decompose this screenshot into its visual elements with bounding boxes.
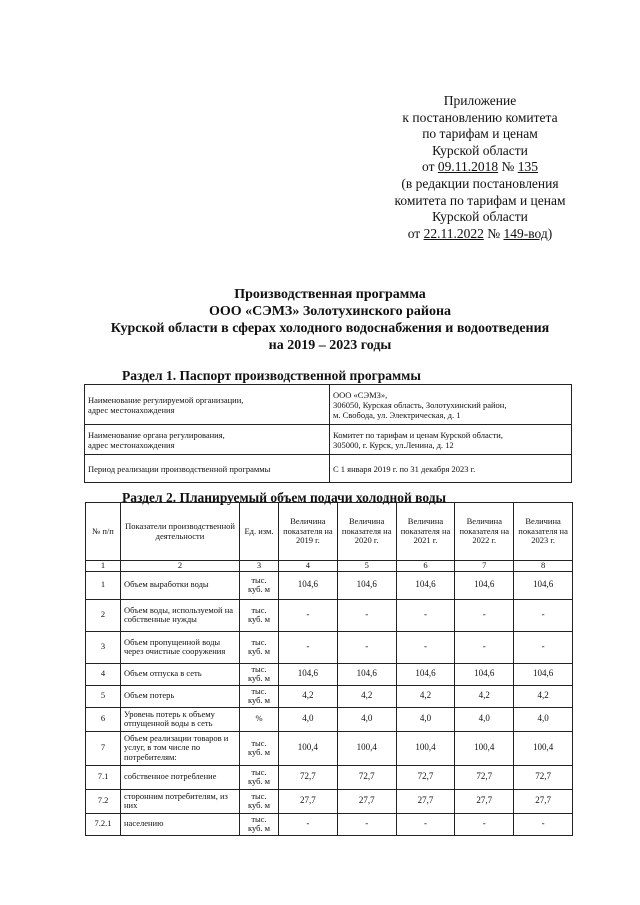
appendix-line: по тарифам и ценам	[422, 126, 538, 142]
row-value: -	[514, 813, 573, 835]
row-indicator: Объем выработки воды	[121, 571, 240, 599]
row-number: 7.1	[86, 765, 121, 789]
header-indicators: Показатели производственной деятельности	[121, 503, 240, 561]
column-number: 1	[86, 561, 121, 572]
appendix-line: Курской области	[432, 142, 528, 158]
row-value: 72,7	[455, 765, 514, 789]
row-value: 4,0	[279, 707, 338, 731]
label-text: Период реализации производственной программы	[88, 463, 271, 474]
appendix-text: от	[422, 159, 438, 175]
row-value: 104,6	[279, 571, 338, 599]
header-year: Величина показателя на 2022 г.	[455, 503, 514, 561]
row-number: 7.2.1	[86, 813, 121, 835]
row-value: 27,7	[337, 789, 396, 813]
label-text: адрес местонахождения	[88, 439, 175, 450]
appendix-number: 149-вод	[503, 225, 548, 241]
row-value: 27,7	[455, 789, 514, 813]
appendix-date: 22.11.2022	[423, 225, 484, 241]
row-indicator: Объем воды, используемой на собственные нужды	[121, 599, 240, 631]
row-number: 7	[86, 731, 121, 765]
row-value: 4,2	[514, 685, 573, 707]
row-value: 104,6	[337, 663, 396, 685]
row-unit: тыс. куб. м	[240, 765, 279, 789]
value-text: Комитет по тарифам и ценам Курской области,	[333, 429, 503, 440]
appendix-number: 135	[517, 159, 538, 175]
row-value: -	[337, 631, 396, 663]
row-value: 100,4	[279, 731, 338, 765]
passport-label	[85, 425, 330, 455]
header-row	[86, 503, 573, 561]
table-row	[86, 571, 573, 599]
row-value: 72,7	[396, 765, 455, 789]
label-text: Наименование органа регулирования,	[88, 429, 225, 440]
row-unit: тыс. куб. м	[240, 571, 279, 599]
column-number: 5	[337, 561, 396, 572]
title-line: на 2019 – 2023 годы	[268, 338, 392, 353]
header-unit: Ед. изм.	[240, 503, 279, 561]
section2-heading: Раздел 2. Планируемый объем подачи холодной воды	[122, 490, 447, 505]
appendix-date-line	[360, 226, 600, 243]
column-number: 8	[514, 561, 573, 572]
row-number: 1	[86, 571, 121, 599]
row-value: 100,4	[455, 731, 514, 765]
row-value: 72,7	[337, 765, 396, 789]
row-value: 27,7	[396, 789, 455, 813]
row-indicator: сторонним потребителям, из них	[121, 789, 240, 813]
column-number-row	[86, 561, 573, 572]
passport-value	[330, 455, 572, 483]
value-text: м. Свобода, ул. Электрическая, д. 1	[333, 409, 461, 420]
volume-body	[86, 571, 573, 835]
row-value: 4,2	[455, 685, 514, 707]
row-value: 4,0	[337, 707, 396, 731]
value-text: ООО «СЭМЗ»,	[333, 389, 388, 400]
appendix-date-line	[360, 159, 600, 176]
row-value: -	[279, 813, 338, 835]
appendix-line: комитета по тарифам и ценам	[394, 192, 566, 208]
column-number: 4	[279, 561, 338, 572]
header-num: № п/п	[86, 503, 121, 561]
header-year: Величина показателя на 2021 г.	[396, 503, 455, 561]
table-row	[86, 663, 573, 685]
row-unit: тыс. куб. м	[240, 813, 279, 835]
table-row	[86, 765, 573, 789]
row-unit: %	[240, 707, 279, 731]
row-indicator: Объем отпуска в сеть	[121, 663, 240, 685]
row-value: 104,6	[279, 663, 338, 685]
row-value: 72,7	[514, 765, 573, 789]
row-value: 104,6	[396, 663, 455, 685]
passport-value	[330, 425, 572, 455]
label-text: адрес местонахождения	[88, 404, 175, 415]
row-unit: тыс. куб. м	[240, 663, 279, 685]
title-line: Производственная программа	[234, 287, 426, 302]
row-indicator: собственное потребление	[121, 765, 240, 789]
row-indicator: Уровень потерь к объему отпущенной воды в сеть	[121, 707, 240, 731]
row-value: 4,2	[279, 685, 338, 707]
label-text: Наименование регулируемой организации,	[88, 394, 244, 405]
section1-heading: Раздел 1. Паспорт производственной программы	[122, 368, 421, 383]
row-value: -	[514, 631, 573, 663]
row-value: 104,6	[455, 663, 514, 685]
row-value: 104,6	[514, 663, 573, 685]
table-row	[86, 813, 573, 835]
row-value: 4,0	[514, 707, 573, 731]
header-year: Величина показателя на 2019 г.	[279, 503, 338, 561]
passport-row	[85, 425, 572, 455]
appendix-text: №	[483, 225, 504, 241]
passport-value	[330, 385, 572, 425]
table-row	[86, 599, 573, 631]
row-value: -	[337, 599, 396, 631]
appendix-date: 09.11.2018	[437, 159, 499, 175]
row-number: 3	[86, 631, 121, 663]
appendix-text: от	[407, 225, 424, 241]
row-value: -	[455, 599, 514, 631]
row-value: -	[514, 599, 573, 631]
header-year: Величина показателя на 2023 г.	[514, 503, 573, 561]
row-value: -	[279, 631, 338, 663]
row-value: 100,4	[337, 731, 396, 765]
table-row	[86, 707, 573, 731]
row-indicator: Объем пропущенной воды через очистные сооружения	[121, 631, 240, 663]
row-indicator: Объем потерь	[121, 685, 240, 707]
row-unit: тыс. куб. м	[240, 789, 279, 813]
passport-row	[85, 385, 572, 425]
table-row	[86, 631, 573, 663]
table-row	[86, 789, 573, 813]
row-value: -	[455, 813, 514, 835]
header-year: Величина показателя на 2020 г.	[337, 503, 396, 561]
row-value: 104,6	[514, 571, 573, 599]
volume-table	[85, 502, 573, 836]
row-value: 4,2	[396, 685, 455, 707]
value-text: 305000, г. Курск, ул.Ленина, д. 12	[333, 439, 454, 450]
appendix-block	[360, 93, 600, 242]
row-indicator: Объем реализации товаров и услуг, в том числе по потребителям:	[121, 731, 240, 765]
row-unit: тыс. куб. м	[240, 731, 279, 765]
passport-label	[85, 455, 330, 483]
passport-label	[85, 385, 330, 425]
row-value: 4,0	[396, 707, 455, 731]
row-value: 100,4	[396, 731, 455, 765]
row-indicator: населению	[121, 813, 240, 835]
row-value: -	[396, 631, 455, 663]
row-value: -	[455, 631, 514, 663]
title-line: Курской области в сферах холодного водоснабжения и водоотведения	[110, 321, 550, 336]
appendix-line: Курской области	[432, 209, 528, 225]
appendix-text: №	[498, 159, 518, 175]
column-number: 6	[396, 561, 455, 572]
row-unit: тыс. куб. м	[240, 599, 279, 631]
row-value: 100,4	[514, 731, 573, 765]
appendix-line: Приложение	[443, 93, 517, 108]
row-value: 4,2	[337, 685, 396, 707]
value-text: 306050, Курская область, Золотухинский район,	[333, 399, 507, 410]
row-value: -	[279, 599, 338, 631]
row-value: -	[396, 599, 455, 631]
row-number: 7.2	[86, 789, 121, 813]
row-number: 5	[86, 685, 121, 707]
row-value: 27,7	[514, 789, 573, 813]
value-text: С 1 января 2019 г. по 31 декабря 2023 г.	[333, 463, 476, 474]
row-value: 4,0	[455, 707, 514, 731]
passport-table	[84, 384, 572, 483]
row-number: 6	[86, 707, 121, 731]
passport-row	[85, 455, 572, 483]
row-number: 4	[86, 663, 121, 685]
title-line: ООО «СЭМЗ» Золотухинского района	[208, 304, 452, 319]
column-number: 2	[121, 561, 240, 572]
row-value: 104,6	[337, 571, 396, 599]
table-row	[86, 731, 573, 765]
row-unit: тыс. куб. м	[240, 631, 279, 663]
row-number: 2	[86, 599, 121, 631]
appendix-text: )	[547, 225, 553, 241]
row-unit: тыс. куб. м	[240, 685, 279, 707]
row-value: -	[396, 813, 455, 835]
table-row	[86, 685, 573, 707]
row-value: 104,6	[455, 571, 514, 599]
column-number: 7	[455, 561, 514, 572]
document-title	[60, 286, 600, 354]
row-value: 72,7	[279, 765, 338, 789]
appendix-line: (в редакции постановления	[401, 175, 559, 191]
row-value: 104,6	[396, 571, 455, 599]
row-value: -	[337, 813, 396, 835]
column-number: 3	[240, 561, 279, 572]
appendix-line: к постановлению комитета	[402, 109, 558, 125]
row-value: 27,7	[279, 789, 338, 813]
